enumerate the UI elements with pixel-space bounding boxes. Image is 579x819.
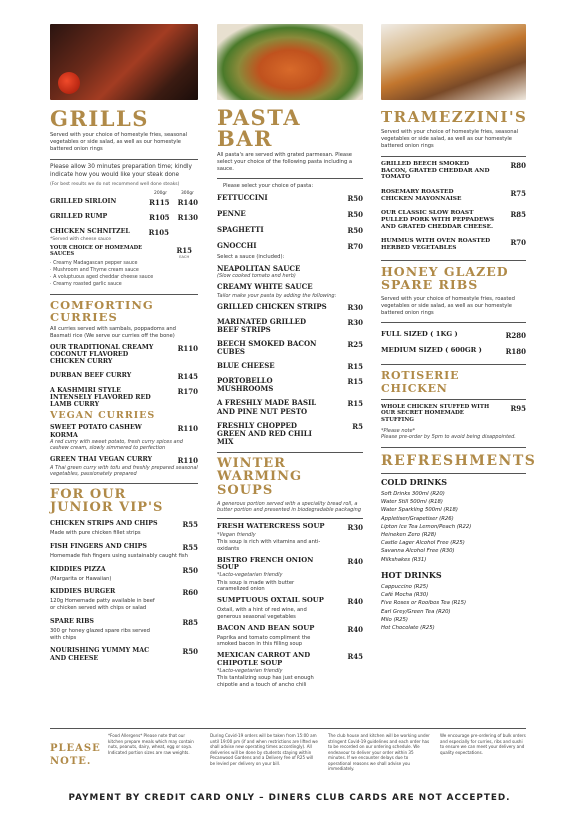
item-name: SPAGHETTI [217, 225, 264, 235]
divider [381, 260, 526, 261]
item-price: R15 [347, 362, 363, 372]
drink-item: Castle Lager Alcohol Free (R25) [381, 540, 465, 547]
item-desc: This soup is made with butter caramelized onion [217, 579, 295, 593]
item-name: NOURISHING YUMMY MAC AND CHEESE [50, 647, 150, 662]
item-name: SWEET POTATO CASHEW KORMA [50, 424, 142, 439]
menu-item [50, 228, 198, 237]
menu-item [381, 404, 526, 423]
sauce-select: Select a sauce (included): [217, 254, 285, 261]
divider [50, 483, 198, 484]
item-desc: Homemade fish fingers using sustainably caught fish [50, 552, 188, 559]
item-price: R170 [177, 386, 198, 396]
grills-title: GRILLS [50, 106, 149, 131]
divider [381, 156, 526, 157]
menu-item [50, 387, 198, 409]
item-name: HUMMUS WITH OVEN ROASTED HERBED VEGETABLES [381, 238, 491, 251]
item-desc: A red curry with sweet potato, fresh curry spices and cashew cream, slowly simmered to perfection [50, 438, 183, 452]
ribs-title-1: HONEY GLAZED [381, 263, 509, 279]
item-price: R85 [182, 617, 198, 627]
drink-item: Heineken Zero (R28) [381, 532, 437, 539]
item-price: R45 [347, 652, 363, 662]
divider [50, 294, 198, 295]
item-name: MEXICAN CARROT AND CHIPOTLE SOUP [217, 651, 311, 668]
item-name: GRILLED RUMP [50, 212, 108, 220]
tramezzini-title: TRAMEZZINI'S [381, 108, 528, 126]
item-desc: (Margarita or Hawaiian) [50, 575, 112, 582]
sauce-item: Creamy roasted garlic sauce [53, 281, 122, 287]
item-name: GRILLED SIRLOIN [50, 197, 117, 205]
item-desc: 120g Homemade patty available in beef or chicken served with chips or salad [50, 598, 155, 612]
rotisserie-note2: Please pre-order by 5pm to avoid being disappointed. [381, 434, 516, 441]
drink-item: Water Sparkling 500ml (R18) [381, 507, 458, 514]
menu-item [50, 372, 198, 381]
menu-item [381, 161, 526, 181]
menu-item [50, 647, 198, 661]
item-price: R140 [177, 197, 198, 207]
steak-photo [50, 24, 198, 100]
menu-item [381, 331, 526, 340]
tramezzini-intro: Served with your choice of homestyle fries, seasonal vegetables or side salad, as well as our homestyle battered onion rings [381, 129, 519, 150]
item-price: R115 [149, 197, 170, 207]
item-price: R50 [182, 565, 198, 575]
item-name: KIDDIES PIZZA [50, 565, 106, 573]
weight-headers [50, 191, 198, 196]
footer-covid-kitchen: The club house and kitchen will be working under stringent Covid-19 guidelines and each order has to be recorded on our ordering schedule. We endeavour to deliver your order within 35 minutes. If we encounter delays due to operational reasons we shall advise you immediately. [328, 733, 430, 772]
item-name: SPARE RIBS [50, 617, 94, 625]
item-price: R50 [347, 210, 363, 220]
item-price: R75 [510, 189, 526, 199]
rotisserie-note: *Please note* [381, 427, 416, 434]
menu-item [381, 189, 526, 202]
item-name: WHOLE CHICKEN STUFFED WITH OUR SECRET HOMEMADE STUFFING [381, 403, 490, 423]
divider [217, 452, 363, 453]
divider [217, 518, 363, 519]
divider [381, 473, 526, 474]
tailor-note: Tailor make your pasta by adding the following: [217, 292, 337, 299]
item-name: OUR TRADITIONAL CREAMY COCONUT FLAVORED CHICKEN CURRY [50, 344, 154, 366]
item-price: R95 [510, 403, 526, 413]
item-tag: *Lacto-vegetarian friendly [217, 667, 283, 674]
menu-item [50, 456, 198, 465]
item-name: GNOCCHI [217, 241, 257, 251]
item-name: PORTOBELLO MUSHROOMS [217, 376, 274, 394]
divider [381, 447, 526, 448]
item-price: R130 [177, 212, 198, 222]
item-name: BISTRO FRENCH ONION SOUP [217, 555, 314, 572]
menu-item [50, 543, 198, 552]
menu-item [217, 303, 363, 312]
item-price: R110 [177, 424, 198, 434]
item-price: R105 [149, 212, 170, 222]
item-name: ROSEMARY ROASTED CHICKEN MAYONNAISE [381, 189, 462, 202]
menu-item [217, 523, 363, 532]
drink-item: Appletiser/Grapetiser (R26) [381, 515, 454, 522]
drink-item: Five Roses or Rooibos Tea (R15) [381, 600, 467, 607]
menu-item [50, 520, 198, 529]
menu-item [217, 557, 363, 573]
cold-drinks-list [381, 490, 526, 564]
item-name: A KASHMIRI STYLE INTENSELY FLAVORED RED LAMB CURRY [50, 386, 151, 409]
item-price: R15 [347, 377, 363, 387]
drink-item: Water Still 500ml (R18) [381, 499, 443, 506]
item-tag: *Lacto-vegetarian friendly [217, 572, 283, 579]
menu-item [217, 625, 363, 634]
drink-item: Earl Grey/Green Tea (R20) [381, 608, 451, 615]
hot-drinks-title: HOT DRINKS [381, 569, 442, 580]
sauce-item: A voluptuous aged cheddar cheese sauce [53, 274, 154, 280]
item-price: R30 [347, 303, 363, 313]
item-price: R40 [347, 597, 363, 607]
item-price: R55 [182, 542, 198, 552]
menu-item [217, 399, 363, 415]
item-desc: Oxtail, with a hint of red wine, and generous seasonal vegetables [217, 607, 307, 620]
footer-covid-hours: During Covid-19 orders will be taken from 15:00 am until 19:00 pm (if and when restrictions are lifted we shall advise new operating times accordingly). All deliveries will be done by students staying within Pecanwood Gardens and a Delivery fee of R25 will be levied per delivery on your bill. [210, 733, 318, 766]
weight-300: 300gr [181, 190, 194, 196]
item-desc: A Thai green curry with tofu and freshly prepared seasonal vegetables, passionately prepared [50, 464, 198, 478]
item-price: R50 [347, 226, 363, 236]
pasta-photo [217, 24, 363, 100]
item-name: BACON AND BEAN SOUP [217, 623, 315, 632]
item-name: A FRESHLY MADE BASIL AND PINE NUT PESTO [217, 398, 317, 416]
item-name: MEDIUM SIZED ( 600GR ) [381, 345, 482, 354]
item-price: R5 [352, 421, 363, 431]
hot-drinks-list [381, 583, 526, 632]
item-price: R110 [177, 344, 198, 353]
item-price: R180 [505, 346, 526, 356]
divider [381, 364, 526, 365]
menu-item [217, 242, 363, 251]
item-name: GRILLED BEECH SMOKED BACON, GRATED CHEDDAR AND TOMATO [381, 161, 490, 181]
item-price: R50 [347, 194, 363, 204]
menu-item [50, 566, 198, 575]
footer-preorder: We encourage pre-ordering of bulk orders and especially for curries, ribs and sushi to ensure we can meet your delivery and quality expectations. [440, 733, 526, 755]
sauce-neapolitan: NEAPOLITAN SAUCE [217, 264, 301, 274]
item-price: R50 [182, 647, 198, 657]
divider [217, 178, 363, 179]
item-desc: Made with pure chicken fillet strips [50, 530, 141, 537]
payment-notice: PAYMENT BY CREDIT CARD ONLY – DINERS CLUB CARDS ARE NOT ACCEPTED. [68, 793, 511, 803]
junior-title-1: FOR OUR [50, 486, 127, 502]
tramezzini-photo [381, 24, 526, 100]
sauce-row [50, 246, 198, 260]
menu-item [217, 652, 363, 668]
sauce-price: R15 [176, 246, 192, 256]
drink-item: Milkshakes (R31) [381, 556, 427, 563]
item-name: DURBAN BEEF CURRY [50, 371, 132, 379]
divider [381, 399, 526, 400]
item-tag: *Vegan friendly [217, 531, 256, 538]
sauce-neapolitan-desc: (Slow cooked tomato and herb) [217, 273, 296, 280]
menu-item [217, 362, 363, 371]
sauce-each: EACH [179, 255, 190, 260]
schnitzel-note: *Served with cheese sauce [50, 236, 112, 242]
divider [381, 322, 526, 323]
item-name: GREEN THAI VEGAN CURRY [50, 455, 152, 463]
drink-item: Cappuccino (R25) [381, 584, 429, 591]
drink-item: Milo (R25) [381, 616, 408, 623]
menu-item [217, 210, 363, 219]
curries-title: COMFORTING CURRIES [50, 297, 154, 324]
menu-item [217, 377, 363, 393]
ribs-intro: Served with your choice of homestyle fries, roasted vegetables or side salad, as well as our homestyle battered onion rings [381, 295, 515, 316]
menu-item [50, 588, 198, 597]
item-name: MARINATED GRILLED BEEF STRIPS [217, 317, 307, 335]
item-price: R280 [505, 330, 526, 340]
item-name: FETTUCCINI [217, 193, 268, 203]
menu-item [217, 226, 363, 235]
item-price: R40 [347, 624, 363, 634]
pasta-title: PASTA BAR [217, 105, 301, 151]
item-desc: 300 gr honey glazed spare ribs served with chips [50, 627, 150, 641]
footer-notes [50, 728, 526, 786]
item-name: SUMPTUOUS OXTAIL SOUP [217, 596, 324, 605]
soups-title-2: WARMING SOUPS [217, 469, 303, 498]
item-name: CHICKEN SCHNITZEL [50, 227, 130, 235]
footer-allergens: *Food Allergens* Please note that our kitchen prepare meals which may contain nuts, peanuts, dairy, wheat, egg or soya. Indicated portion sizes are raw weights. [108, 733, 194, 755]
item-price: R80 [510, 161, 526, 171]
item-name: GRILLED CHICKEN STRIPS [217, 302, 327, 312]
soups-title-1: WINTER [217, 455, 286, 471]
item-desc: Paprika and tomato compliment the smoked bacon in this filling soup [217, 634, 311, 648]
item-price: R105 [148, 227, 169, 237]
item-name: FULL SIZED ( 1KG ) [381, 329, 458, 338]
please-note-title: PLEASE NOTE. [50, 743, 101, 767]
sauce-item: Creamy Madagascan pepper sauce [53, 261, 138, 267]
menu-item [217, 340, 363, 356]
item-price: R55 [182, 520, 198, 530]
ribs-title-2: SPARE RIBS [381, 276, 479, 292]
item-name: OUR CLASSIC SLOW ROAST PULLED PORK WITH PEPPADEWS AND GRATED CHEDDAR CHEESE. [381, 210, 495, 230]
menu-item [50, 618, 198, 627]
pasta-intro: All pasta's are served with grated parmesan. Please select your choice of the following pasta including a sauce. [217, 152, 353, 173]
item-desc: This tantalizing soup has just enough chipotle and a touch of ancho chili [217, 675, 314, 689]
menu-item [217, 597, 363, 606]
item-name: BLUE CHEESE [217, 361, 275, 371]
refreshments-title: REFRESHMENTS [381, 452, 537, 469]
item-name: KIDDIES BURGER [50, 588, 116, 596]
item-name: FRESHLY CHOPPED GREEN AND RED CHILI MIX [217, 420, 312, 446]
junior-title-2: JUNIOR VIP'S [50, 500, 164, 516]
menu-item [217, 422, 363, 446]
curries-intro: All curries served with sambals, poppadoms and Basmati rice (We serve our curries off the bone) [50, 325, 176, 339]
item-name: CHICKEN STRIPS AND CHIPS [50, 520, 158, 528]
sauce-item: Mushroom and Thyme cream sauce [53, 267, 139, 273]
grills-note2: (For best results we do not recommend well done steaks) [50, 181, 180, 187]
item-name: FRESH WATERCRESS SOUP [217, 521, 325, 530]
item-price: R70 [510, 238, 526, 248]
menu-item [50, 213, 198, 222]
grills-note: Please allow 30 minutes preparation time; kindly indicate how you would like your steak done [50, 164, 192, 178]
vegan-title: VEGAN CURRIES [50, 410, 156, 422]
item-desc: This soup is rich with vitamins and anti-oxidants [217, 539, 321, 552]
menu-item [50, 424, 198, 438]
sauce-white: CREAMY WHITE SAUCE [217, 281, 313, 291]
item-name: BEECH SMOKED BACON CUBES [217, 339, 317, 357]
pasta-select: Please select your choice of pasta: [223, 183, 314, 190]
item-price: R30 [347, 522, 363, 532]
grills-intro: Served with your choice of homestyle fries, seasonal vegetables or side salad, as well as our homestyle battered onion rings [50, 132, 188, 153]
menu-item [50, 344, 198, 366]
sauce-list: · Creamy Madagascan pepper sauce · Mushroom and Thyme cream sauce · A voluptuous aged cheddar cheese sauce · Creamy roasted garlic sauce [50, 261, 154, 287]
menu-item [217, 318, 363, 334]
item-price: R40 [347, 556, 363, 566]
column-grills [50, 24, 198, 662]
weight-200: 200gr [154, 190, 168, 196]
menu-item [381, 210, 526, 230]
item-price: R25 [347, 340, 363, 350]
drink-item: Soft Drinks 300ml (R20) [381, 491, 445, 498]
column-tramezzini [381, 24, 537, 632]
column-pasta [217, 24, 363, 689]
drink-item: Savanna Alcohol Free (R30) [381, 548, 455, 555]
drink-item: Lipton Ice Tea Lemon/Peach (R22) [381, 523, 472, 530]
item-price: R60 [182, 588, 198, 598]
menu-item [50, 198, 198, 207]
item-name: PENNE [217, 209, 246, 219]
menu-item [381, 238, 526, 251]
item-name: FISH FINGERS AND CHIPS [50, 542, 147, 550]
divider [50, 159, 198, 160]
item-price: R30 [347, 318, 363, 328]
menu-item [217, 194, 363, 203]
rotisserie-title: ROTISERIE CHICKEN [381, 368, 460, 395]
item-price: R145 [177, 371, 198, 381]
item-price: R15 [347, 399, 363, 409]
item-price: R70 [347, 242, 363, 252]
sauce-label: YOUR CHOICE OF HOMEMADE SAUCES [50, 245, 143, 258]
item-price: R85 [510, 210, 526, 220]
item-price: R110 [177, 455, 198, 465]
drink-item: Café Mocha (R30) [381, 592, 429, 599]
menu-item [381, 347, 526, 356]
soups-intro: A generous portion served with a speciality bread roll, a butter portion and presented in biodegradable packaging [217, 500, 362, 514]
cold-drinks-title: COLD DRINKS [381, 476, 448, 487]
drink-item: Hot Chocolate (R25) [381, 625, 435, 632]
